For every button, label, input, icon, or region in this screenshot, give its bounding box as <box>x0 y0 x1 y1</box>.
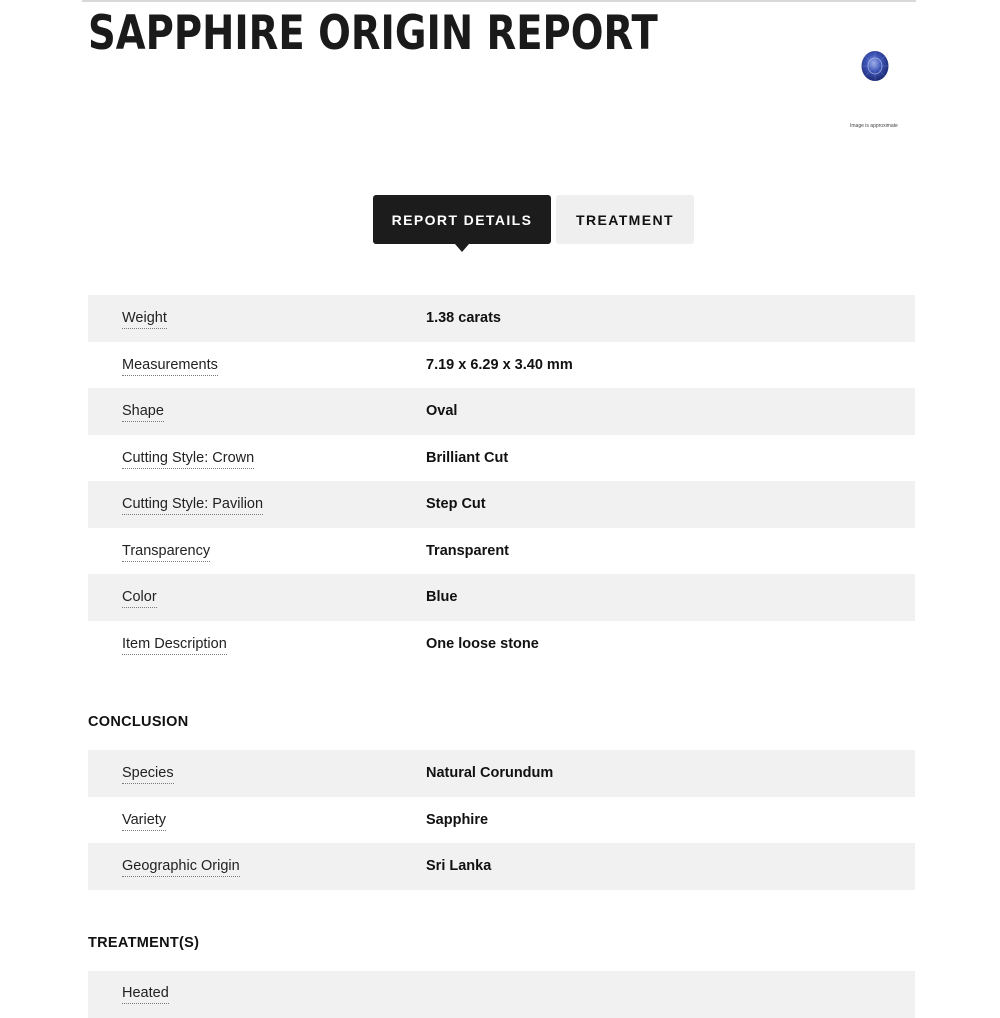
row-value-variety: Sapphire <box>426 811 489 828</box>
row-label-weight[interactable]: Weight <box>122 310 167 329</box>
row-value-color: Blue <box>426 589 458 606</box>
table-row <box>88 342 915 389</box>
conclusion-table <box>88 750 915 890</box>
row-label-cutting-style-pavilion[interactable]: Cutting Style: Pavilion <box>122 496 263 515</box>
row-label-heated[interactable]: Heated <box>122 985 169 1004</box>
row-value-measurements: 7.19 x 6.29 x 3.40 mm <box>426 356 573 373</box>
table-row <box>88 621 915 668</box>
report-tabs <box>373 195 694 244</box>
treatments-heading: TREATMENT(S) <box>88 935 200 951</box>
page-title: SAPPHIRE ORIGIN REPORT <box>88 6 658 61</box>
row-label-item-description[interactable]: Item Description <box>122 636 227 655</box>
row-value-cutting-style-crown: Brilliant Cut <box>426 449 509 466</box>
image-approximate-note: Image is approximate <box>850 123 898 129</box>
table-row <box>88 295 915 342</box>
sapphire-stone-icon <box>860 50 890 82</box>
row-label-measurements[interactable]: Measurements <box>122 357 218 376</box>
tab-treatment[interactable]: TREATMENT <box>556 195 694 244</box>
conclusion-heading: CONCLUSION <box>88 714 189 730</box>
top-divider <box>82 0 916 2</box>
row-label-color[interactable]: Color <box>122 589 157 608</box>
row-value-transparency: Transparent <box>426 542 509 559</box>
row-value-geographic-origin: Sri Lanka <box>426 858 492 875</box>
row-value-weight: 1.38 carats <box>426 310 501 327</box>
table-row <box>88 574 915 621</box>
table-row <box>88 971 915 1018</box>
row-value-cutting-style-pavilion: Step Cut <box>426 496 486 513</box>
table-row <box>88 435 915 482</box>
row-label-variety[interactable]: Variety <box>122 812 166 831</box>
row-value-shape: Oval <box>426 403 458 420</box>
row-value-species: Natural Corundum <box>426 765 554 782</box>
row-label-shape[interactable]: Shape <box>122 403 164 422</box>
table-row <box>88 843 915 890</box>
row-label-species[interactable]: Species <box>122 765 174 784</box>
table-row <box>88 528 915 575</box>
table-row <box>88 481 915 528</box>
report-details-table <box>88 295 915 667</box>
row-value-item-description: One loose stone <box>426 635 539 652</box>
treatments-table <box>88 971 915 1018</box>
table-row <box>88 750 915 797</box>
row-label-geographic-origin[interactable]: Geographic Origin <box>122 858 240 877</box>
tab-report-details[interactable]: REPORT DETAILS <box>373 195 551 244</box>
row-label-cutting-style-crown[interactable]: Cutting Style: Crown <box>122 450 254 469</box>
table-row <box>88 797 915 844</box>
row-label-transparency[interactable]: Transparency <box>122 543 210 562</box>
table-row <box>88 388 915 435</box>
